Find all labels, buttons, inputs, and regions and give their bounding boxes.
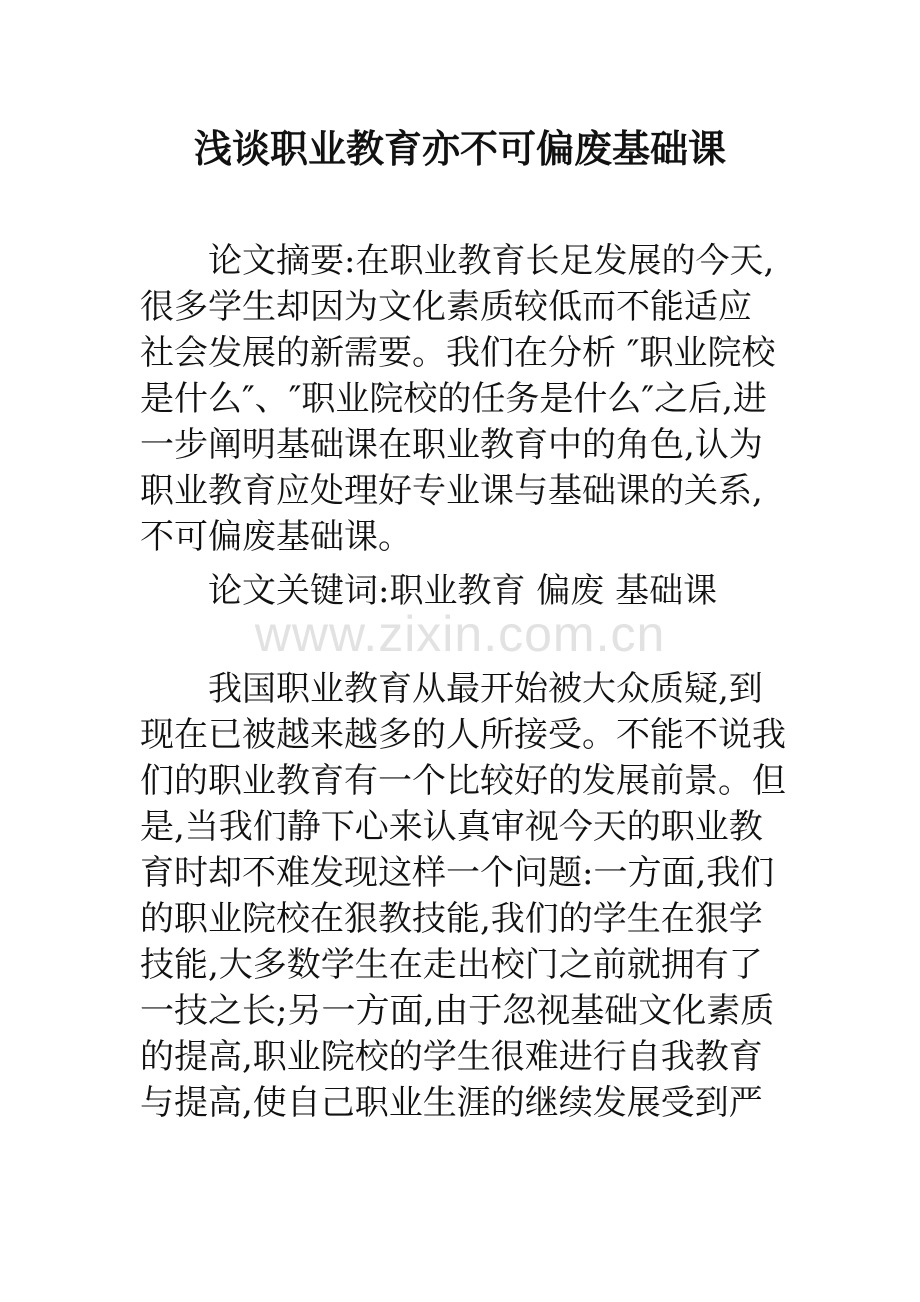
abstract-line-5: 一步阐明基础课在职业教育中的角色,认为 xyxy=(140,425,763,465)
body-line-5: 育时却不难发现这样一个问题:一方面,我们 xyxy=(140,853,775,893)
body-line-3: 们的职业教育有一个比较好的发展前景。但 xyxy=(140,761,786,801)
body-line-8: 一技之长;另一方面,由于忽视基础文化素质 xyxy=(140,991,775,1031)
body-line-7: 技能,大多数学生在走出校门之前就拥有了 xyxy=(140,945,763,985)
abstract-line-4: 是什么″、″职业院校的任务是什么″之后,进 xyxy=(140,379,767,419)
body-line-10: 与提高,使自己职业生涯的继续发展受到严 xyxy=(140,1083,763,1123)
abstract-line-7: 不可偏废基础课。 xyxy=(140,517,412,557)
body-line-1: 我国职业教育从最开始被大众质疑,到 xyxy=(208,669,763,709)
watermark: www.zixin.com.cn xyxy=(254,606,666,662)
body-line-6: 的职业院校在狠教技能,我们的学生在狠学 xyxy=(140,899,763,939)
body-line-2: 现在已被越来越多的人所接受。不能不说我 xyxy=(140,715,786,755)
body-line-4: 是,当我们静下心来认真审视今天的职业教 xyxy=(140,807,763,847)
abstract-line-2: 很多学生却因为文化素质较低而不能适应 xyxy=(140,287,752,327)
keywords-line: 论文关键词:职业教育 偏废 基础课 xyxy=(208,571,718,611)
body-line-9: 的提高,职业院校的学生很难进行自我教育 xyxy=(140,1037,763,1077)
abstract-line-1: 论文摘要:在职业教育长足发展的今天, xyxy=(208,241,775,281)
document-title: 浅谈职业教育亦不可偏废基础课 xyxy=(193,126,726,171)
abstract-line-3: 社会发展的新需要。我们在分析 ″职业院校 xyxy=(140,333,776,373)
abstract-line-6: 职业教育应处理好专业课与基础课的关系, xyxy=(140,471,763,511)
